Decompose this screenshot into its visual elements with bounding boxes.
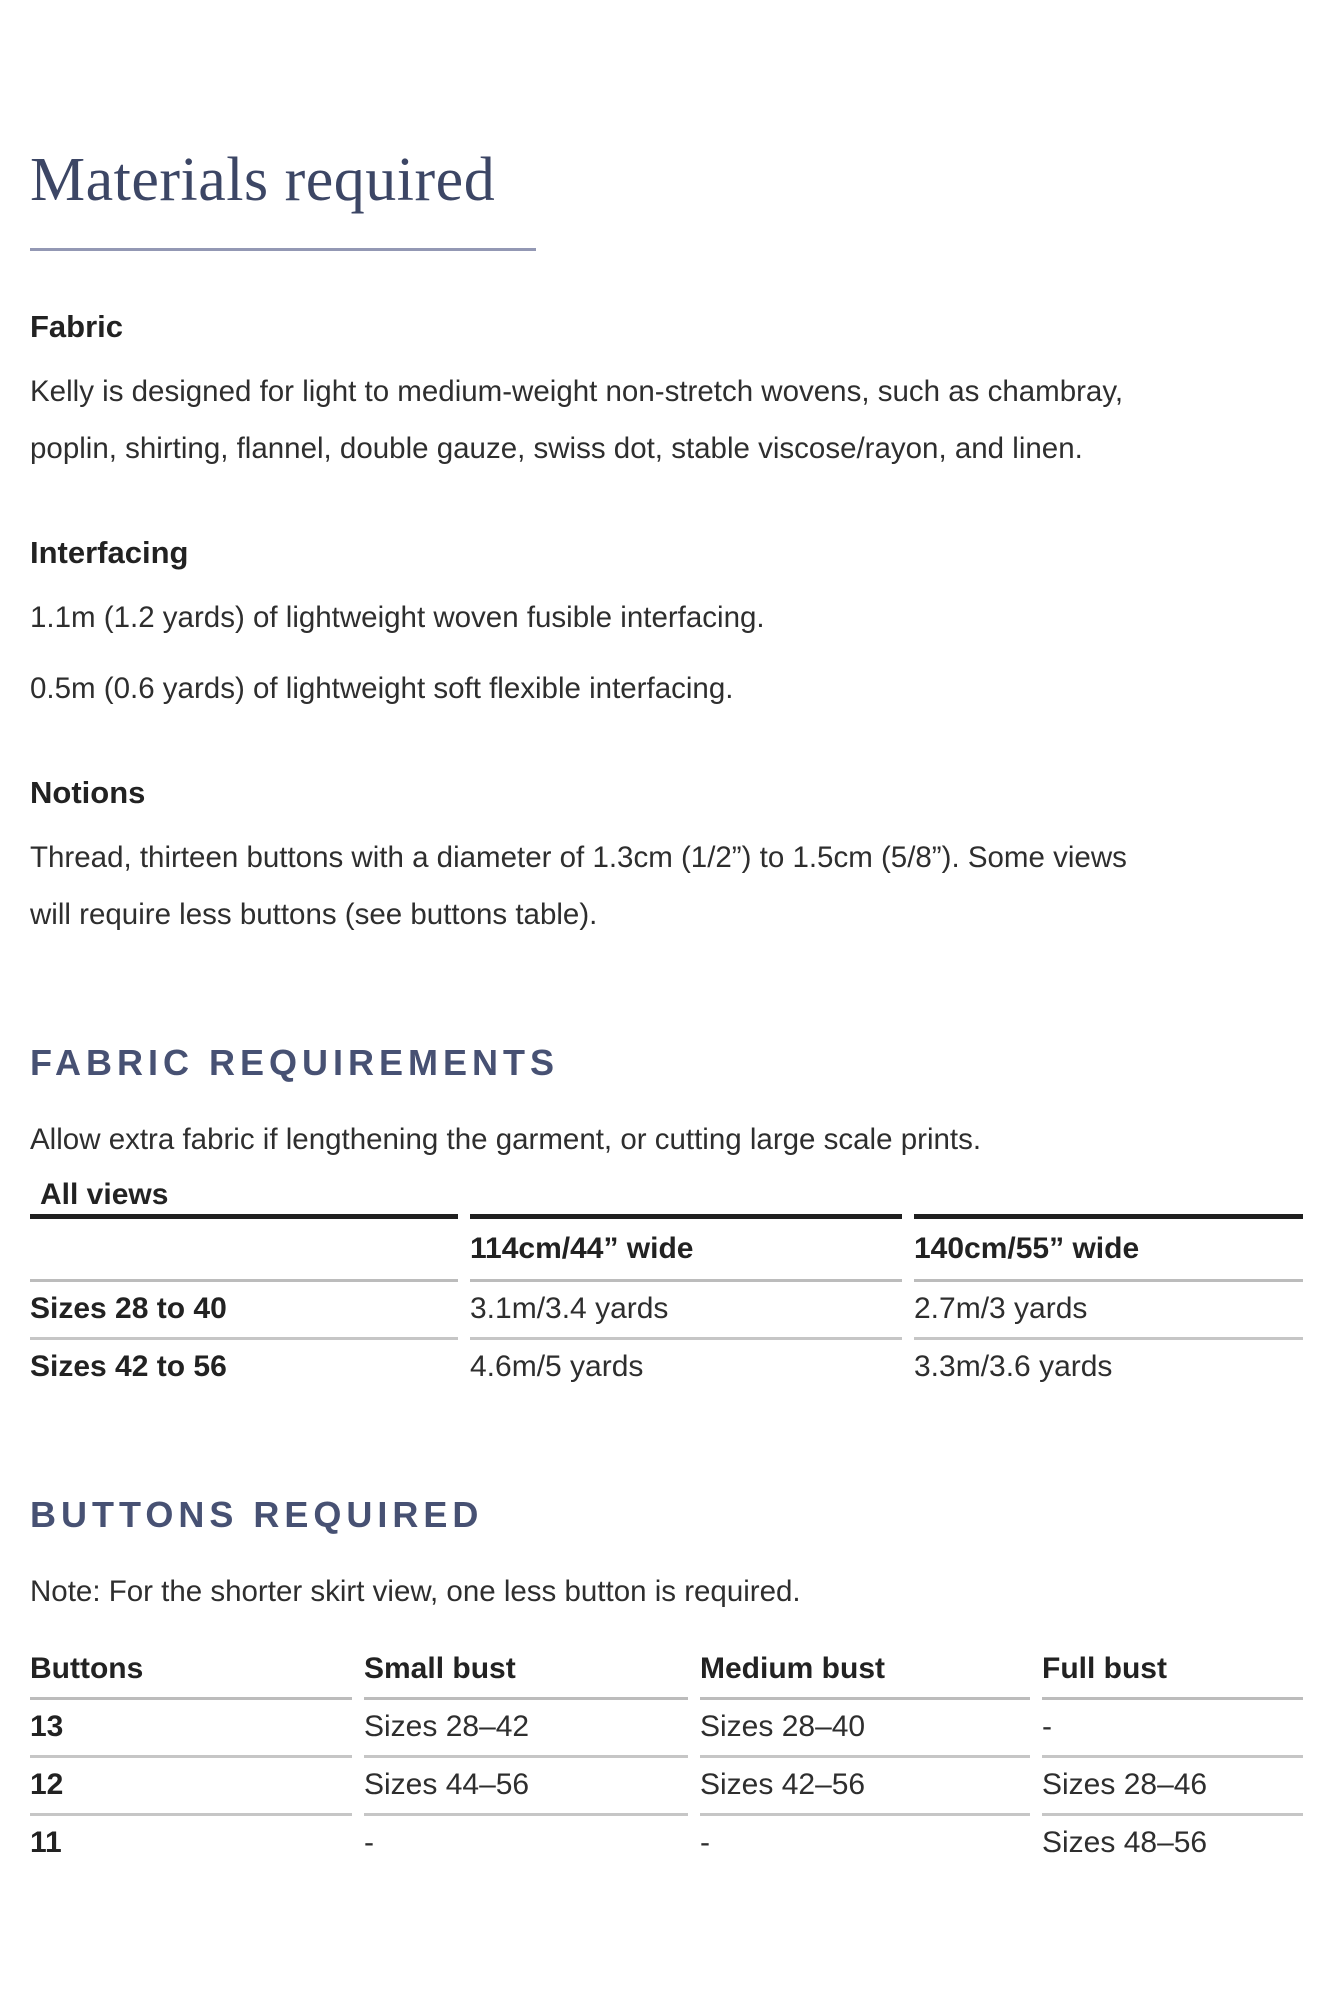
fabric-heading: Fabric: [30, 309, 124, 344]
fabric-paragraph: [30, 363, 1303, 477]
column-header-empty: [30, 1214, 458, 1282]
fabric-table-title: All views: [40, 1178, 169, 1211]
row-label: 11: [30, 1826, 62, 1859]
column-header-small-bust: Small bust: [364, 1642, 688, 1700]
column-header-medium-bust: Medium bust: [700, 1642, 1030, 1700]
buttons-required-heading: BUTTONS REQUIRED: [30, 1494, 484, 1535]
interfacing-line-2: 0.5m (0.6 yards) of lightweight soft flexible interfacing.: [30, 672, 734, 705]
interfacing-line-1: 1.1m (1.2 yards) of lightweight woven fusible interfacing.: [30, 601, 765, 634]
fabric-paragraph-line: Kelly is designed for light to medium-weight non-stretch wovens, such as chambray,: [30, 375, 1124, 408]
title-underline: [30, 248, 536, 251]
notions-paragraph-line: Thread, thirteen buttons with a diameter of 1.3cm (1/2”) to 1.5cm (5/8”). Some views: [30, 841, 1127, 874]
row-label: 12: [30, 1758, 352, 1816]
table-cell: Sizes 48–56: [1042, 1826, 1208, 1859]
table-cell: Sizes 28–42: [364, 1700, 688, 1758]
fabric-requirements-heading: FABRIC REQUIREMENTS: [30, 1042, 560, 1083]
table-cell: Sizes 28–46: [1042, 1758, 1303, 1816]
table-cell: 4.6m/5 yards: [470, 1350, 644, 1383]
table-cell: Sizes 44–56: [364, 1758, 688, 1816]
fabric-requirements-table: [18, 1214, 1315, 1395]
table-row: [30, 1700, 1303, 1758]
column-header-buttons: Buttons: [30, 1642, 352, 1700]
table-cell: 2.7m/3 yards: [914, 1282, 1303, 1340]
table-row: [30, 1340, 1303, 1395]
table-cell: 3.1m/3.4 yards: [470, 1282, 902, 1340]
table-cell: Sizes 42–56: [700, 1758, 1030, 1816]
table-cell: Sizes 28–40: [700, 1700, 1030, 1758]
interfacing-paragraph: [30, 589, 1303, 717]
notions-heading: Notions: [30, 775, 146, 810]
column-header-140cm: 140cm/55” wide: [914, 1214, 1303, 1282]
table-row: [30, 1816, 1303, 1871]
fabric-paragraph-line: poplin, shirting, flannel, double gauze, swiss dot, stable viscose/rayon, and linen.: [30, 432, 1083, 465]
column-header-full-bust: Full bust: [1042, 1642, 1303, 1700]
row-label: 13: [30, 1700, 352, 1758]
notions-paragraph-line: will require less buttons (see buttons table).: [30, 898, 598, 931]
table-header-row: [30, 1642, 1303, 1700]
table-header-row: [30, 1214, 1303, 1282]
table-row: [30, 1758, 1303, 1816]
buttons-required-note: Note: For the shorter skirt view, one less button is required.: [30, 1575, 801, 1608]
page-title: Materials required: [30, 146, 496, 214]
fabric-requirements-note: Allow extra fabric if lengthening the garment, or cutting large scale prints.: [30, 1123, 982, 1156]
table-cell: -: [1042, 1700, 1303, 1758]
table-cell: -: [364, 1826, 374, 1859]
table-cell: -: [700, 1826, 710, 1859]
table-cell: 3.3m/3.6 yards: [914, 1350, 1113, 1383]
notions-paragraph: [30, 829, 1303, 943]
column-header-114cm: 114cm/44” wide: [470, 1214, 902, 1282]
buttons-required-table: [18, 1642, 1315, 1871]
row-label: Sizes 42 to 56: [30, 1350, 227, 1383]
interfacing-heading: Interfacing: [30, 535, 189, 570]
row-label: Sizes 28 to 40: [30, 1282, 458, 1340]
table-row: [30, 1282, 1303, 1340]
